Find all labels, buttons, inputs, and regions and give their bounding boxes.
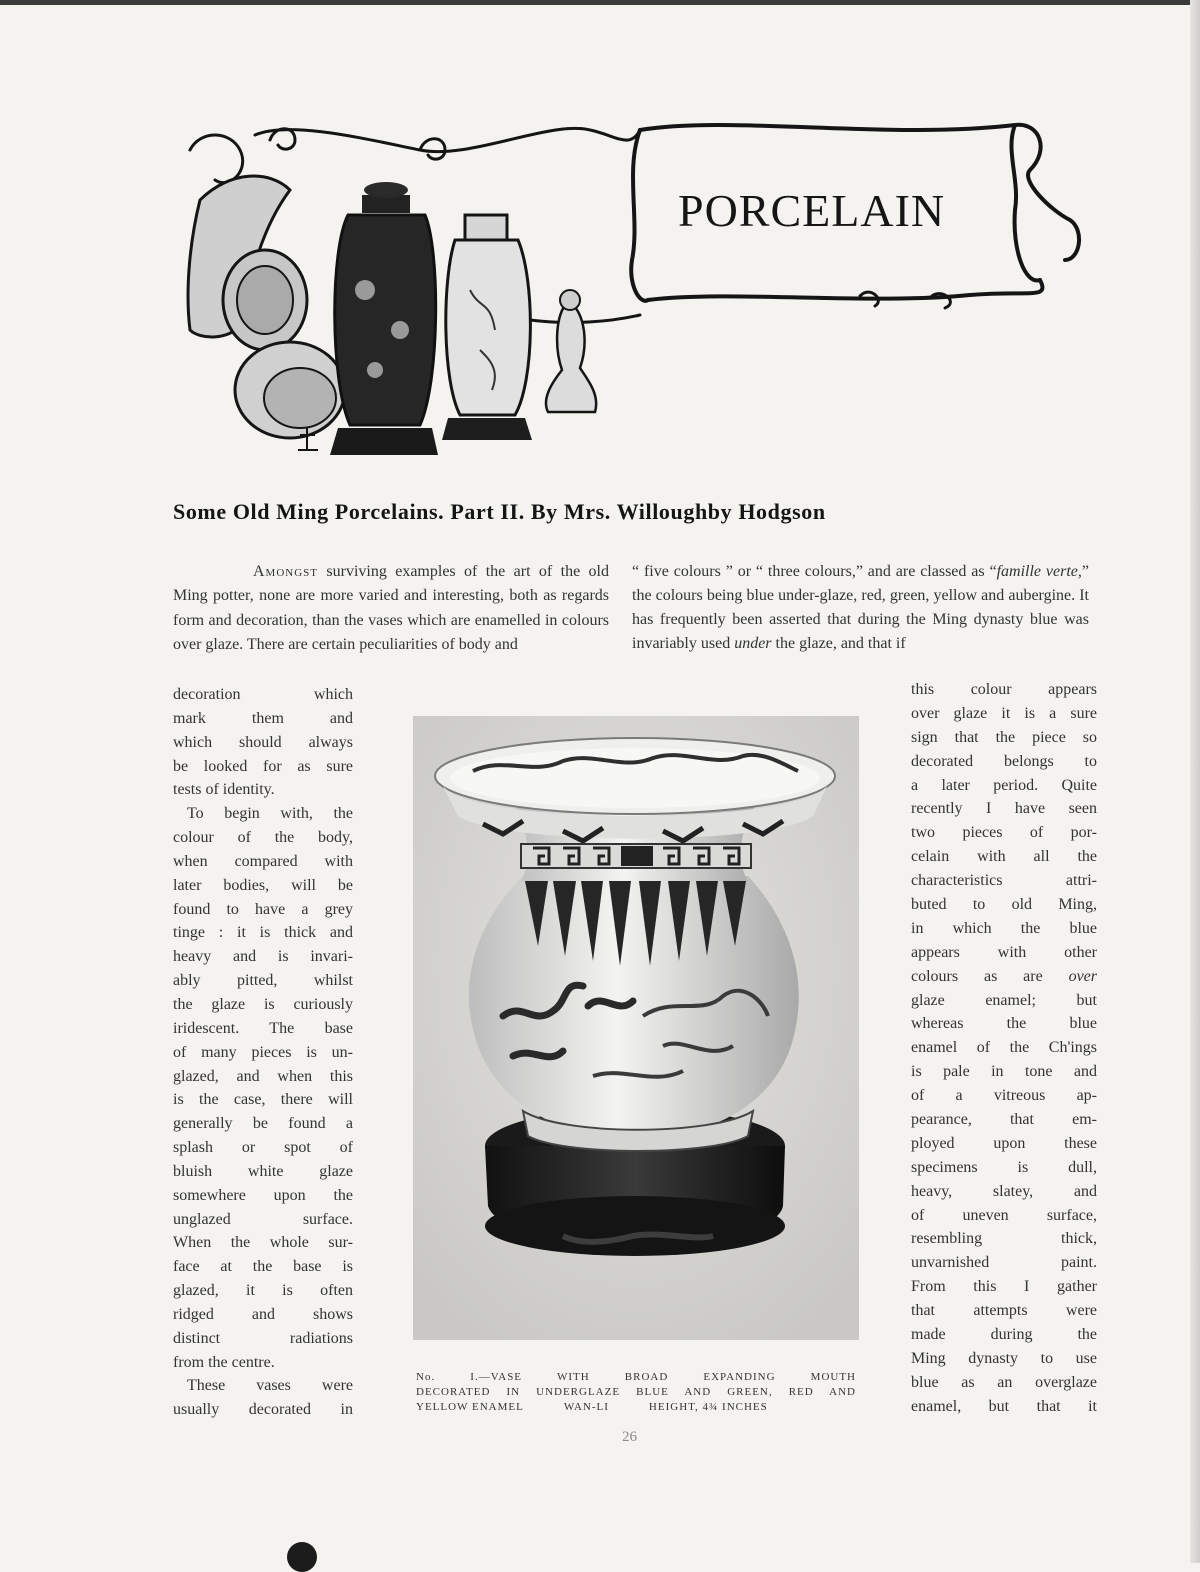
right-column-line: this colour appears: [911, 681, 1097, 698]
ink-smudge: [287, 1542, 317, 1572]
right-column-line: that attempts were: [911, 1302, 1097, 1320]
right-column-line: whereas the blue: [911, 1015, 1097, 1033]
caption-part: HEIGHT, 4¾ INCHES: [648, 1401, 768, 1413]
right-column-line: of a vitreous ap-: [911, 1087, 1097, 1105]
header-illustration: [170, 110, 1090, 480]
right-column-line: in which the blue: [911, 919, 1097, 937]
article-title: Some Old Ming Porcelains. Part II. By Mrs. Willoughby Hodgson: [173, 499, 826, 524]
left-column-line: distinct radiations: [173, 1329, 353, 1347]
right-column-line: heavy, slatey, and: [911, 1182, 1097, 1200]
intro-paragraph-right: [632, 560, 1089, 656]
left-column-line: which should always: [173, 733, 353, 751]
left-column-line: later bodies, will be: [173, 876, 353, 894]
caption-part: YELLOW ENAMEL: [416, 1401, 524, 1413]
intro-right-text-2: ” the colours being blue under-glaze, red, green, yellow and aubergine. It has frequently been asserted that during the Ming dynasty blue was invariably used: [632, 563, 1089, 652]
caption-line: DECORATED IN UNDERGLAZE BLUE AND GREEN, RED AND: [416, 1386, 856, 1398]
right-column-line: recently I have seen: [911, 800, 1097, 818]
page-top-edge: [0, 0, 1200, 5]
right-column-line: two pieces of por-: [911, 824, 1097, 842]
right-column-line: ployed upon these: [911, 1134, 1097, 1152]
caption-line: No. I.—VASE WITH BROAD EXPANDING MOUTH: [416, 1371, 856, 1383]
left-column-line: When the whole sur-: [173, 1234, 353, 1252]
left-column-line: somewhere upon the: [173, 1186, 353, 1204]
right-column-italic-word: over: [1068, 967, 1097, 985]
right-column-line: blue as an overglaze: [911, 1373, 1097, 1391]
left-column-line: of many pieces is un-: [173, 1043, 353, 1061]
left-column-line: tests of identity.: [173, 781, 275, 799]
left-column-line: These vases were: [187, 1377, 353, 1395]
right-column-line: made during the: [911, 1326, 1097, 1344]
right-column-line: decorated belongs to: [911, 752, 1097, 770]
left-column-line: bluish white glaze: [173, 1162, 353, 1180]
figure-caption: [416, 1370, 856, 1415]
left-column-line: heavy and is invari-: [173, 948, 353, 966]
vase-photograph: [413, 716, 859, 1340]
right-column-line-part: colours as are: [911, 967, 1069, 985]
left-column-line: splash or spot of: [173, 1139, 353, 1157]
right-column-line: enamel, but that it: [911, 1397, 1097, 1415]
right-column-line-with-italic: [911, 965, 1097, 989]
left-column-line: when compared with: [173, 852, 353, 870]
left-column-line: the glaze is curiously: [173, 995, 353, 1013]
right-column-line: unvarnished paint.: [911, 1254, 1097, 1272]
intro-right-text-3: the glaze, and that if: [771, 635, 906, 652]
vase-illustration: [413, 716, 859, 1340]
right-column-line: over glaze it is a sure: [911, 704, 1097, 722]
right-column-line: enamel of the Ch'ings: [911, 1039, 1097, 1057]
right-column-line: resembling thick,: [911, 1230, 1097, 1248]
left-column-line: iridescent. The base: [173, 1019, 353, 1037]
intro-paragraph-left: [173, 560, 609, 657]
left-column-line: decoration which: [173, 686, 353, 703]
left-column-line: glazed, it is often: [173, 1282, 353, 1300]
page-number: 26: [622, 1429, 637, 1445]
left-column-line: tinge : it is thick and: [173, 924, 353, 942]
intro-left-text: surviving examples of the art of the old Ming potter, none are more varied and interesting, both as regards form and decoration, than the vases which are enamelled in colours over glaze. There are certain peculiarities of body and: [173, 563, 609, 653]
caption-part: WAN-LI: [563, 1401, 609, 1413]
right-column-line: specimens is dull,: [911, 1158, 1097, 1176]
intro-lead-word: Amongst: [253, 563, 319, 580]
right-column-line: From this I gather: [911, 1278, 1097, 1296]
left-column-line: from the centre.: [173, 1353, 275, 1371]
banner-title: PORCELAIN: [678, 185, 946, 236]
intro-right-italic-2: under: [734, 635, 772, 652]
right-column-line: celain with all the: [911, 848, 1097, 866]
right-column-line: of uneven surface,: [911, 1206, 1097, 1224]
left-column-line: generally be found a: [173, 1115, 353, 1133]
left-column-line: usually decorated in: [173, 1401, 353, 1419]
left-column-line: To begin with, the: [187, 805, 353, 823]
right-column-line: Ming dynasty to use: [911, 1349, 1097, 1367]
caption-line: [416, 1400, 856, 1415]
left-column-line: unglazed surface.: [173, 1210, 353, 1228]
left-column-line: face at the base is: [173, 1258, 353, 1276]
right-column-line: appears with other: [911, 943, 1097, 961]
intro-right-text-1: “ five colours ” or “ three colours,” and are classed as “: [632, 563, 997, 580]
left-column-line: ridged and shows: [173, 1305, 353, 1323]
left-column-line: found to have a grey: [173, 900, 353, 918]
left-column-line: colour of the body,: [173, 829, 353, 847]
left-column: [173, 683, 353, 1422]
right-column-line: characteristics attri-: [911, 872, 1097, 890]
intro-right-italic-1: famille verte,: [996, 563, 1082, 580]
right-column: [911, 678, 1097, 1419]
left-column-line: mark them and: [173, 709, 353, 727]
right-column-line: glaze enamel; but: [911, 991, 1097, 1009]
right-column-line: sign that the piece so: [911, 728, 1097, 746]
left-column-line: ably pitted, whilst: [173, 972, 353, 990]
right-column-line: is pale in tone and: [911, 1063, 1097, 1081]
right-column-line: a later period. Quite: [911, 776, 1097, 794]
right-column-line: buted to old Ming,: [911, 896, 1097, 914]
page-right-edge: [1190, 0, 1200, 1563]
left-column-line: glazed, and when this: [173, 1067, 353, 1085]
left-column-line: is the case, there will: [173, 1091, 353, 1109]
left-column-line: be looked for as sure: [173, 757, 353, 775]
right-column-line: pearance, that em-: [911, 1111, 1097, 1129]
